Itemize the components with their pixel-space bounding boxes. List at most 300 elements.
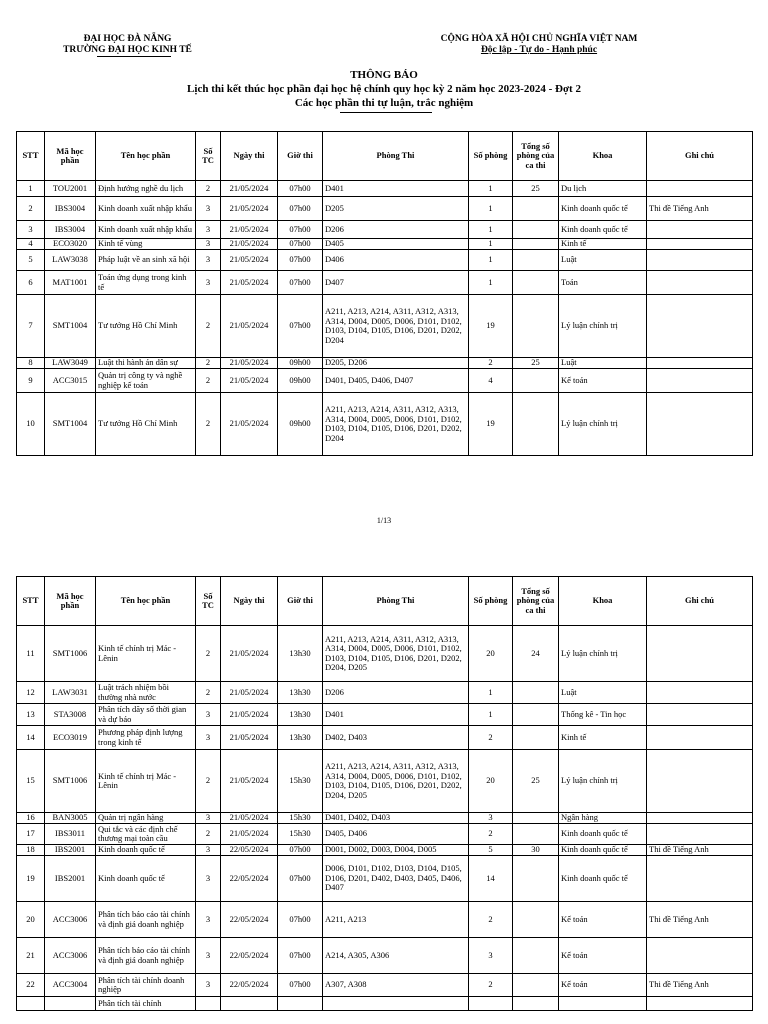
cell-stt: 9 (17, 369, 45, 393)
national-motto: Độc lập - Tự do - Hạnh phúc (480, 45, 598, 55)
cell-name: Quản trị công ty và nghề nghiệp kế toán (96, 369, 196, 393)
cell-code: ACC3015 (45, 369, 96, 393)
cell-room-count: 3 (469, 813, 513, 824)
cell-total-rooms: 25 (513, 750, 559, 813)
cell-note (647, 726, 753, 750)
cell-room-count: 19 (469, 393, 513, 456)
col-header-credits: Số TC (196, 577, 221, 626)
cell-faculty: Kế toán (559, 369, 647, 393)
cell-stt: 7 (17, 295, 45, 358)
cell-rooms: D006, D101, D102, D103, D104, D105, D106, D201, D402, D403, D405, D406, D407 (323, 856, 469, 902)
cell-total-rooms (513, 197, 559, 221)
cell-faculty: Kinh doanh quốc tế (559, 856, 647, 902)
cell-note (647, 250, 753, 271)
cell-credits (196, 997, 221, 1011)
cell-faculty: Ngân hàng (559, 813, 647, 824)
cell-note (647, 750, 753, 813)
cell-credits: 3 (196, 902, 221, 938)
cell-stt: 22 (17, 974, 45, 997)
cell-credits: 3 (196, 239, 221, 250)
table-body-page-1 (17, 181, 753, 456)
cell-rooms: D206 (323, 682, 469, 704)
cell-note: Thi đề Tiếng Anh (647, 902, 753, 938)
cell-date: 22/05/2024 (221, 902, 278, 938)
cell-faculty: Luật (559, 682, 647, 704)
cell-faculty: Kinh tế (559, 726, 647, 750)
notice-title-block (0, 68, 768, 110)
cell-time: 07h00 (278, 239, 323, 250)
cell-room-count: 1 (469, 250, 513, 271)
cell-note (647, 938, 753, 974)
national-title: CỘNG HÒA XÃ HỘI CHỦ NGHĨA VIỆT NAM (440, 34, 638, 44)
table-row (17, 845, 753, 856)
cell-code: IBS3004 (45, 221, 96, 239)
cell-credits: 2 (196, 295, 221, 358)
table-row (17, 626, 753, 682)
table-row (17, 250, 753, 271)
table-row (17, 750, 753, 813)
cell-total-rooms (513, 369, 559, 393)
cell-time: 07h00 (278, 902, 323, 938)
table-row (17, 221, 753, 239)
cell-credits: 3 (196, 250, 221, 271)
table-row (17, 704, 753, 726)
cell-note (647, 221, 753, 239)
cell-room-count: 1 (469, 181, 513, 197)
cell-rooms: A211, A213, A214, A311, A312, A313, A314, D004, D005, D006, D101, D102, D103, D104, D105, D106, D201, D202, D204, D205 (323, 750, 469, 813)
cell-total-rooms (513, 902, 559, 938)
cell-credits: 2 (196, 181, 221, 197)
cell-faculty: Lý luận chính trị (559, 750, 647, 813)
cell-faculty: Toán (559, 271, 647, 295)
cell-room-count (469, 997, 513, 1011)
school-name: TRƯỜNG ĐẠI HỌC KINH TẾ (63, 45, 192, 55)
cell-credits: 2 (196, 393, 221, 456)
cell-room-count: 19 (469, 295, 513, 358)
cell-rooms: A214, A305, A306 (323, 938, 469, 974)
cell-note (647, 358, 753, 369)
cell-room-count: 3 (469, 938, 513, 974)
cell-name: Pháp luật về an sinh xã hội (96, 250, 196, 271)
cell-time: 09h00 (278, 393, 323, 456)
cell-room-count: 5 (469, 845, 513, 856)
cell-rooms: D401 (323, 181, 469, 197)
cell-note (647, 704, 753, 726)
cell-code: IBS2001 (45, 845, 96, 856)
cell-note (647, 295, 753, 358)
cell-note (647, 181, 753, 197)
col-header-time: Giờ thi (278, 577, 323, 626)
cell-stt: 16 (17, 813, 45, 824)
cell-rooms: A307, A308 (323, 974, 469, 997)
cell-room-count: 2 (469, 902, 513, 938)
cell-note (647, 626, 753, 682)
cell-credits: 3 (196, 271, 221, 295)
cell-stt: 10 (17, 393, 45, 456)
cell-time: 07h00 (278, 271, 323, 295)
cell-time: 07h00 (278, 856, 323, 902)
col-header-rooms: Phòng Thi (323, 132, 469, 181)
cell-faculty: Luật (559, 250, 647, 271)
cell-rooms: A211, A213, A214, A311, A312, A313, A314, D004, D005, D006, D101, D102, D103, D104, D105, D106, D201, D202, D204, D205 (323, 626, 469, 682)
cell-time: 09h00 (278, 369, 323, 393)
cell-credits: 3 (196, 938, 221, 974)
cell-faculty: Du lịch (559, 181, 647, 197)
cell-name: Phân tích báo cáo tài chính và định giá doanh nghiệp (96, 902, 196, 938)
cell-rooms: D206 (323, 221, 469, 239)
university-name: ĐẠI HỌC ĐÀ NẴNG (83, 34, 172, 44)
cell-total-rooms (513, 824, 559, 845)
cell-stt: 20 (17, 902, 45, 938)
cell-name: Phân tích báo cáo tài chính và định giá doanh nghiệp (96, 938, 196, 974)
cell-credits: 2 (196, 824, 221, 845)
cell-date: 21/05/2024 (221, 626, 278, 682)
cell-time: 15h30 (278, 824, 323, 845)
cell-rooms (323, 997, 469, 1011)
cell-credits: 3 (196, 813, 221, 824)
cell-name: Qui tắc và các định chế thương mại toàn cầu (96, 824, 196, 845)
table-row (17, 271, 753, 295)
cell-credits: 3 (196, 856, 221, 902)
cell-code: MAT1001 (45, 271, 96, 295)
col-header-code: Mã học phần (45, 577, 96, 626)
cell-total-rooms (513, 997, 559, 1011)
table-row (17, 295, 753, 358)
col-header-faculty: Khoa (559, 132, 647, 181)
cell-date: 22/05/2024 (221, 856, 278, 902)
notice-title: THÔNG BÁO (350, 69, 418, 81)
cell-name: Kinh doanh quốc tế (96, 856, 196, 902)
cell-date: 21/05/2024 (221, 358, 278, 369)
cell-note (647, 393, 753, 456)
cell-credits: 2 (196, 750, 221, 813)
col-header-stt: STT (17, 132, 45, 181)
cell-date: 21/05/2024 (221, 250, 278, 271)
cell-note (647, 813, 753, 824)
cell-code: SMT1006 (45, 750, 96, 813)
cell-credits: 2 (196, 358, 221, 369)
col-header-name: Tên học phần (96, 132, 196, 181)
cell-time: 09h00 (278, 358, 323, 369)
cell-rooms: D205, D206 (323, 358, 469, 369)
cell-stt: 12 (17, 682, 45, 704)
table-row (17, 938, 753, 974)
cell-stt: 5 (17, 250, 45, 271)
cell-rooms: D401, D405, D406, D407 (323, 369, 469, 393)
cell-date: 21/05/2024 (221, 726, 278, 750)
cell-stt: 3 (17, 221, 45, 239)
col-header-total-rooms: Tổng số phòng của ca thi (513, 132, 559, 181)
cell-faculty: Lý luận chính trị (559, 626, 647, 682)
cell-faculty (559, 997, 647, 1011)
cell-credits: 3 (196, 704, 221, 726)
cell-code: LAW3049 (45, 358, 96, 369)
cell-rooms: D402, D403 (323, 726, 469, 750)
cell-time: 07h00 (278, 295, 323, 358)
cell-room-count: 1 (469, 239, 513, 250)
cell-room-count: 14 (469, 856, 513, 902)
cell-name: Toán ứng dụng trong kinh tế (96, 271, 196, 295)
table-row (17, 813, 753, 824)
cell-name: Kinh doanh xuất nhập khẩu (96, 197, 196, 221)
cell-room-count: 1 (469, 221, 513, 239)
cell-total-rooms (513, 239, 559, 250)
table-row (17, 358, 753, 369)
cell-credits: 3 (196, 845, 221, 856)
cell-time: 07h00 (278, 197, 323, 221)
cell-code: SMT1004 (45, 393, 96, 456)
cell-code: BAN3005 (45, 813, 96, 824)
school-name-underline (97, 56, 171, 57)
cell-stt: 2 (17, 197, 45, 221)
cell-code: ECO3020 (45, 239, 96, 250)
cell-room-count: 2 (469, 358, 513, 369)
cell-rooms: D401, D402, D403 (323, 813, 469, 824)
cell-credits: 3 (196, 197, 221, 221)
cell-time: 07h00 (278, 938, 323, 974)
cell-name: Luật thi hành án dân sự (96, 358, 196, 369)
cell-stt: 14 (17, 726, 45, 750)
cell-total-rooms: 25 (513, 358, 559, 369)
col-header-rooms: Phòng Thi (323, 577, 469, 626)
cell-date: 21/05/2024 (221, 682, 278, 704)
cell-rooms: D001, D002, D003, D004, D005 (323, 845, 469, 856)
cell-note (647, 856, 753, 902)
table-row (17, 393, 753, 456)
cell-credits: 3 (196, 221, 221, 239)
cell-code: SMT1004 (45, 295, 96, 358)
cell-total-rooms: 30 (513, 845, 559, 856)
cell-stt: 19 (17, 856, 45, 902)
cell-faculty: Kinh doanh quốc tế (559, 221, 647, 239)
table-row (17, 997, 753, 1011)
cell-time: 07h00 (278, 250, 323, 271)
cell-code: IBS3004 (45, 197, 96, 221)
table-body-page-2 (17, 626, 753, 1011)
cell-room-count: 1 (469, 704, 513, 726)
col-header-stt: STT (17, 577, 45, 626)
cell-name: Phương pháp định lượng trong kinh tế (96, 726, 196, 750)
cell-code: ACC3004 (45, 974, 96, 997)
cell-rooms: D406 (323, 250, 469, 271)
page-number: 1/13 (376, 516, 392, 525)
cell-rooms: A211, A213, A214, A311, A312, A313, A314, D004, D005, D006, D101, D102, D103, D104, D105, D106, D201, D202, D204 (323, 295, 469, 358)
cell-code: ACC3006 (45, 902, 96, 938)
cell-stt: 4 (17, 239, 45, 250)
cell-name: Kinh tế vùng (96, 239, 196, 250)
cell-faculty: Lý luận chính trị (559, 393, 647, 456)
cell-note: Thi đề Tiếng Anh (647, 974, 753, 997)
cell-total-rooms: 24 (513, 626, 559, 682)
cell-date: 21/05/2024 (221, 295, 278, 358)
cell-rooms: A211, A213 (323, 902, 469, 938)
cell-rooms: D401 (323, 704, 469, 726)
col-header-faculty: Khoa (559, 577, 647, 626)
cell-note: Thi đề Tiếng Anh (647, 197, 753, 221)
col-header-credits: Số TC (196, 132, 221, 181)
cell-code: ECO3019 (45, 726, 96, 750)
table-row (17, 974, 753, 997)
cell-date: 21/05/2024 (221, 750, 278, 813)
cell-stt: 13 (17, 704, 45, 726)
cell-faculty: Kinh doanh quốc tế (559, 197, 647, 221)
cell-total-rooms (513, 250, 559, 271)
cell-room-count: 20 (469, 750, 513, 813)
cell-name: Kinh tế chính trị Mác - Lênin (96, 750, 196, 813)
table-row (17, 181, 753, 197)
cell-rooms: D405 (323, 239, 469, 250)
cell-time: 13h30 (278, 682, 323, 704)
cell-date: 21/05/2024 (221, 704, 278, 726)
cell-stt: 6 (17, 271, 45, 295)
cell-date: 22/05/2024 (221, 974, 278, 997)
cell-name: Phân tích tài chính doanh nghiệp (96, 974, 196, 997)
cell-date (221, 997, 278, 1011)
cell-faculty: Luật (559, 358, 647, 369)
cell-total-rooms (513, 974, 559, 997)
table-row (17, 902, 753, 938)
exam-schedule-table-page-2 (16, 576, 753, 1011)
cell-total-rooms (513, 393, 559, 456)
cell-total-rooms (513, 856, 559, 902)
cell-name: Phân tích dãy số thời gian và dự báo (96, 704, 196, 726)
cell-time: 13h30 (278, 704, 323, 726)
cell-code (45, 997, 96, 1011)
cell-credits: 2 (196, 626, 221, 682)
cell-time: 15h30 (278, 750, 323, 813)
cell-stt: 8 (17, 358, 45, 369)
cell-total-rooms: 25 (513, 181, 559, 197)
cell-time: 07h00 (278, 845, 323, 856)
col-header-code: Mã học phần (45, 132, 96, 181)
cell-total-rooms (513, 938, 559, 974)
cell-faculty: Kế toán (559, 938, 647, 974)
cell-note (647, 997, 753, 1011)
cell-stt: 1 (17, 181, 45, 197)
cell-code: IBS3011 (45, 824, 96, 845)
cell-stt: 17 (17, 824, 45, 845)
cell-note: Thi đề Tiếng Anh (647, 845, 753, 856)
cell-code: TOU2001 (45, 181, 96, 197)
cell-room-count: 2 (469, 974, 513, 997)
cell-date: 21/05/2024 (221, 813, 278, 824)
cell-credits: 3 (196, 726, 221, 750)
cell-faculty: Kế toán (559, 974, 647, 997)
cell-time: 13h30 (278, 726, 323, 750)
cell-date: 22/05/2024 (221, 938, 278, 974)
table-row (17, 239, 753, 250)
national-header (425, 34, 653, 56)
cell-room-count: 1 (469, 197, 513, 221)
cell-faculty: Lý luận chính trị (559, 295, 647, 358)
cell-time: 15h30 (278, 813, 323, 824)
cell-date: 21/05/2024 (221, 197, 278, 221)
cell-total-rooms (513, 221, 559, 239)
cell-code: LAW3031 (45, 682, 96, 704)
table-row (17, 824, 753, 845)
cell-time (278, 997, 323, 1011)
cell-name: Định hướng nghề du lịch (96, 181, 196, 197)
cell-name: Phân tích tài chính (96, 997, 196, 1011)
notice-scope: Các học phần thi tự luận, trắc nghiệm (294, 97, 474, 109)
table-row (17, 682, 753, 704)
cell-rooms: D405, D406 (323, 824, 469, 845)
cell-room-count: 20 (469, 626, 513, 682)
col-header-name: Tên học phần (96, 577, 196, 626)
cell-code: SMT1006 (45, 626, 96, 682)
cell-name: Tư tưởng Hồ Chí Minh (96, 295, 196, 358)
cell-date: 21/05/2024 (221, 824, 278, 845)
col-header-date: Ngày thi (221, 132, 278, 181)
col-header-time: Giờ thi (278, 132, 323, 181)
cell-name: Quản trị ngân hàng (96, 813, 196, 824)
cell-name: Tư tưởng Hồ Chí Minh (96, 393, 196, 456)
table-row (17, 369, 753, 393)
cell-date: 21/05/2024 (221, 393, 278, 456)
col-header-room-count: Số phòng (469, 132, 513, 181)
table-row (17, 726, 753, 750)
cell-note (647, 239, 753, 250)
cell-time: 13h30 (278, 626, 323, 682)
cell-name: Kinh tế chính trị Mác - Lênin (96, 626, 196, 682)
cell-faculty: Thống kê - Tin học (559, 704, 647, 726)
cell-code: IBS2001 (45, 856, 96, 902)
cell-note (647, 271, 753, 295)
cell-total-rooms (513, 271, 559, 295)
cell-date: 21/05/2024 (221, 181, 278, 197)
col-header-total-rooms: Tổng số phòng của ca thi (513, 577, 559, 626)
cell-note (647, 369, 753, 393)
table-header-row (17, 577, 753, 626)
cell-total-rooms (513, 813, 559, 824)
cell-rooms: D407 (323, 271, 469, 295)
cell-date: 22/05/2024 (221, 845, 278, 856)
cell-code: STA3008 (45, 704, 96, 726)
cell-faculty: Kinh tế (559, 239, 647, 250)
cell-stt (17, 997, 45, 1011)
notice-subtitle: Lịch thi kết thúc học phần đại học hệ chính quy học kỳ 2 năm học 2023-2024 - Đợt 2 (187, 83, 581, 95)
cell-credits: 3 (196, 974, 221, 997)
table-row (17, 197, 753, 221)
cell-name: Kinh doanh quốc tế (96, 845, 196, 856)
cell-time: 07h00 (278, 221, 323, 239)
col-header-room-count: Số phòng (469, 577, 513, 626)
university-header (40, 34, 215, 56)
title-underline (340, 112, 432, 113)
cell-rooms: D205 (323, 197, 469, 221)
cell-note (647, 824, 753, 845)
cell-total-rooms (513, 704, 559, 726)
cell-stt: 18 (17, 845, 45, 856)
cell-date: 21/05/2024 (221, 221, 278, 239)
cell-faculty: Kế toán (559, 902, 647, 938)
col-header-note: Ghi chú (647, 577, 753, 626)
cell-date: 21/05/2024 (221, 369, 278, 393)
cell-stt: 11 (17, 626, 45, 682)
cell-code: ACC3006 (45, 938, 96, 974)
col-header-date: Ngày thi (221, 577, 278, 626)
cell-name: Kinh doanh xuất nhập khẩu (96, 221, 196, 239)
cell-date: 21/05/2024 (221, 239, 278, 250)
table-header-row (17, 132, 753, 181)
cell-faculty: Kinh doanh quốc tế (559, 824, 647, 845)
cell-note (647, 682, 753, 704)
col-header-note: Ghi chú (647, 132, 753, 181)
cell-date: 21/05/2024 (221, 271, 278, 295)
cell-rooms: A211, A213, A214, A311, A312, A313, A314, D004, D005, D006, D101, D102, D103, D104, D105, D106, D201, D202, D204 (323, 393, 469, 456)
exam-schedule-table-page-1 (16, 131, 753, 456)
cell-stt: 15 (17, 750, 45, 813)
